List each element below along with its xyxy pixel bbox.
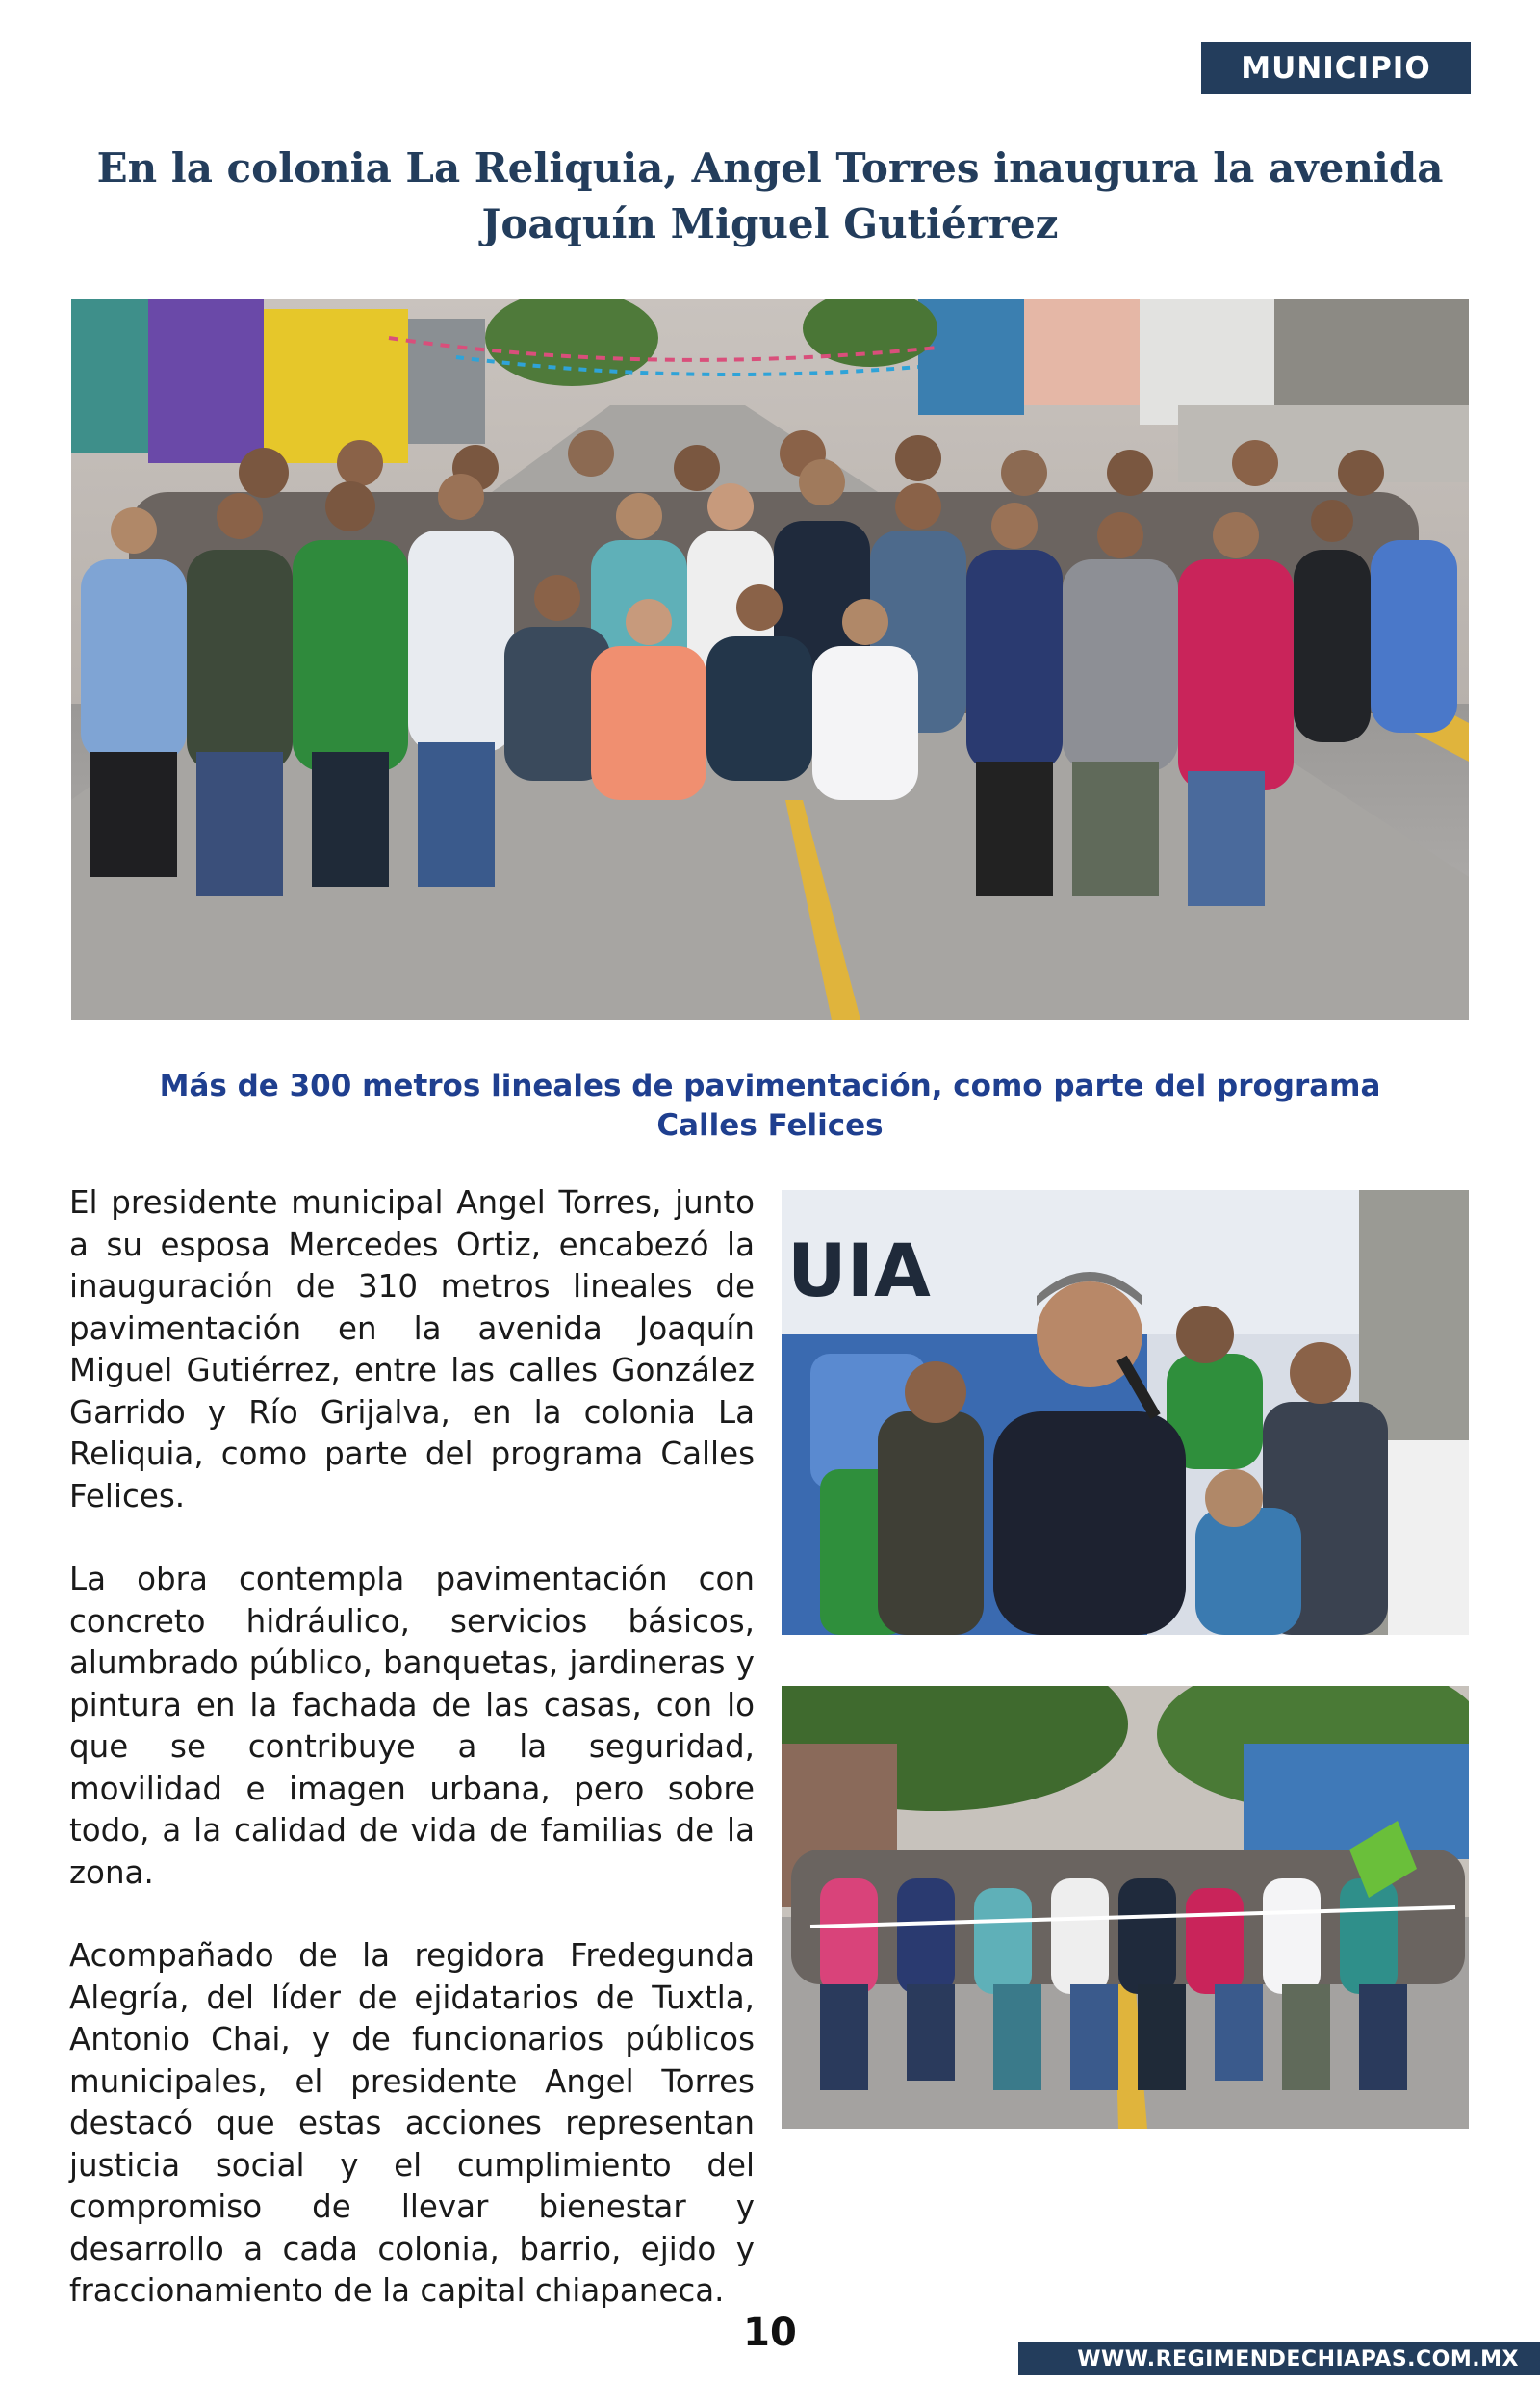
website-footer: WWW.REGIMENDECHIAPAS.COM.MX <box>1018 2342 1540 2375</box>
photo-caption: Más de 300 metros lineales de pavimentación, como parte del programa Calles Felices <box>159 1069 1381 1143</box>
group-photo <box>71 299 1469 1020</box>
page-number: 10 <box>743 2311 797 2355</box>
section-tag: MUNICIPIO <box>1201 42 1471 94</box>
paragraph-3: Acompañado de la regidora Fredegunda Alegría, del líder de ejidatarios de Tuxtla, Antonio Chai, y de funcionarios públicos municipales, el presidente Angel Torres destacó que estas acciones representan justicia social y el cumplimiento del compromiso de llevar bienestar y desarrollo a cada colonia, barrio, ejido y fraccionamiento de la capital chiapaneca. <box>69 1937 755 2309</box>
paragraph-2: La obra contempla pavimentación con concreto hidráulico, servicios básicos, alumbrado público, banquetas, jardineras y pintura en la fachada de las casas, con lo que se contribuye a la seguridad, movilidad e imagen urbana, pero sobre todo, a la calidad de vida de familias de la zona. <box>69 1561 755 1891</box>
ribbon-cutting-photo <box>782 1686 1469 2129</box>
speaker-photo <box>782 1190 1469 1635</box>
paragraph-1: El presidente municipal Angel Torres, junto a su esposa Mercedes Ortiz, encabezó la inauguración de 310 metros lineales de pavimentación en la avenida Joaquín Miguel Gutiérrez, entre las calles González Garrido y Río Grijalva, en la colonia La Reliquia, como parte del programa Calles Felices. <box>69 1184 755 1514</box>
article-body <box>69 1182 755 2354</box>
article-headline: En la colonia La Reliquia, Angel Torres inaugura la avenida Joaquín Miguel Gutiérrez <box>96 144 1444 247</box>
banner-text: UIA <box>787 1228 931 1313</box>
